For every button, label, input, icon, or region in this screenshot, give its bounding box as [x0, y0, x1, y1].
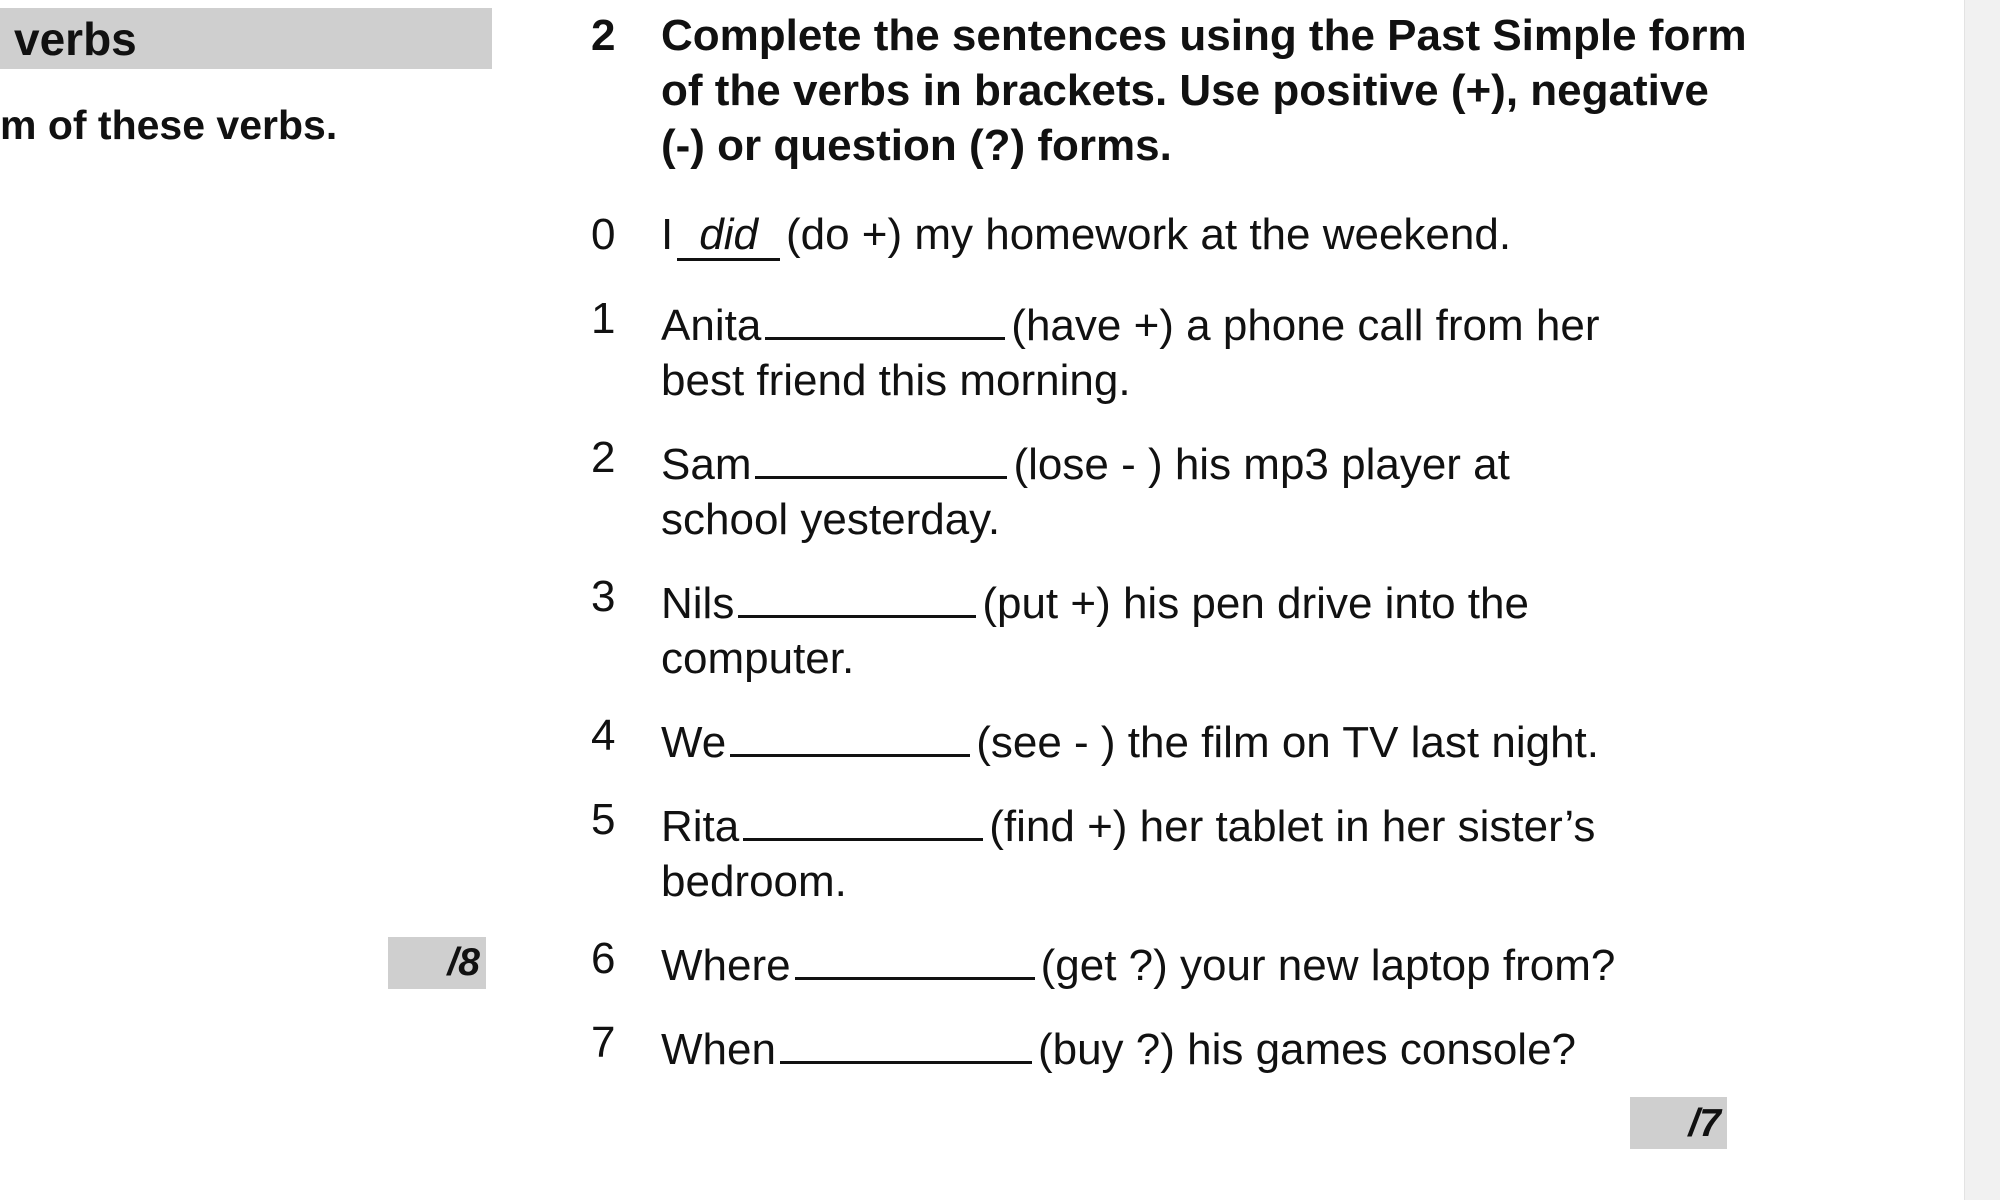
section-header-title: verbs: [14, 13, 137, 65]
sentence-continuation: best friend this morning.: [661, 356, 1131, 405]
sentence-start: Nils: [661, 579, 735, 628]
sentence-start: I: [661, 210, 674, 259]
left-exercise-instruction: m of these verbs.: [0, 102, 338, 148]
answer-blank[interactable]: [730, 708, 970, 757]
sentence-item-1: [591, 291, 1721, 408]
sentence-start: Rita: [661, 802, 740, 851]
example-sentence: [591, 207, 1721, 262]
sentence-rest: (lose - ) his mp3 player at: [1013, 440, 1510, 489]
sentence-rest: (find +) her tablet in her sister’s: [989, 802, 1596, 851]
item-number: 5: [591, 795, 616, 844]
sentence-start: Where: [661, 941, 791, 990]
answer-blank[interactable]: [780, 1015, 1032, 1064]
item-number: 0: [591, 210, 616, 259]
sentence-item-6: [591, 931, 1721, 993]
item-number: 2: [591, 433, 616, 482]
exercise-number: 2: [591, 11, 616, 60]
sentence-start: Sam: [661, 440, 752, 489]
sentence-rest: (get ?) your new laptop from?: [1040, 941, 1616, 990]
sentence-rest: (put +) his pen drive into the: [982, 579, 1529, 628]
sentence-rest: (buy ?) his games console?: [1037, 1025, 1577, 1074]
sentence-item-7: [591, 1015, 1721, 1077]
sentence-item-4: [591, 708, 1721, 770]
item-number: 4: [591, 711, 616, 760]
exercise-instruction: Complete the sentences using the Past Simple form of the verbs in brackets. Use positive (+), negative (-) or question (?) forms.: [661, 11, 1747, 170]
section-header-bar: [0, 8, 492, 69]
item-number: 3: [591, 572, 616, 621]
sentence-continuation: computer.: [661, 634, 855, 683]
sentence-item-3: [591, 569, 1721, 686]
item-number: 7: [591, 1018, 616, 1067]
sentence-rest: (do +) my homework at the weekend.: [785, 210, 1512, 259]
sentence-start: We: [661, 718, 727, 767]
answer-blank[interactable]: [738, 569, 976, 618]
item-number: 1: [591, 294, 616, 343]
sentence-rest: (see - ) the film on TV last night.: [976, 718, 1599, 767]
example-answer: did: [677, 212, 780, 261]
score-box-exercise-2: /7: [1630, 1097, 1727, 1149]
answer-blank[interactable]: [755, 430, 1007, 479]
sentence-item-5: [591, 792, 1721, 909]
sentence-item-2: [591, 430, 1721, 547]
item-number: 6: [591, 934, 616, 983]
answer-blank[interactable]: [795, 931, 1035, 980]
viewer-scrollbar-strip[interactable]: [1964, 0, 2000, 1200]
answer-blank[interactable]: [743, 792, 983, 841]
score-box-left: /8: [388, 937, 486, 989]
sentence-continuation: school yesterday.: [661, 495, 1001, 544]
sentence-start: When: [661, 1025, 776, 1074]
answer-blank[interactable]: [765, 291, 1005, 340]
sentence-start: Anita: [661, 301, 762, 350]
sentence-rest: (have +) a phone call from her: [1011, 301, 1600, 350]
sentence-continuation: bedroom.: [661, 857, 847, 906]
